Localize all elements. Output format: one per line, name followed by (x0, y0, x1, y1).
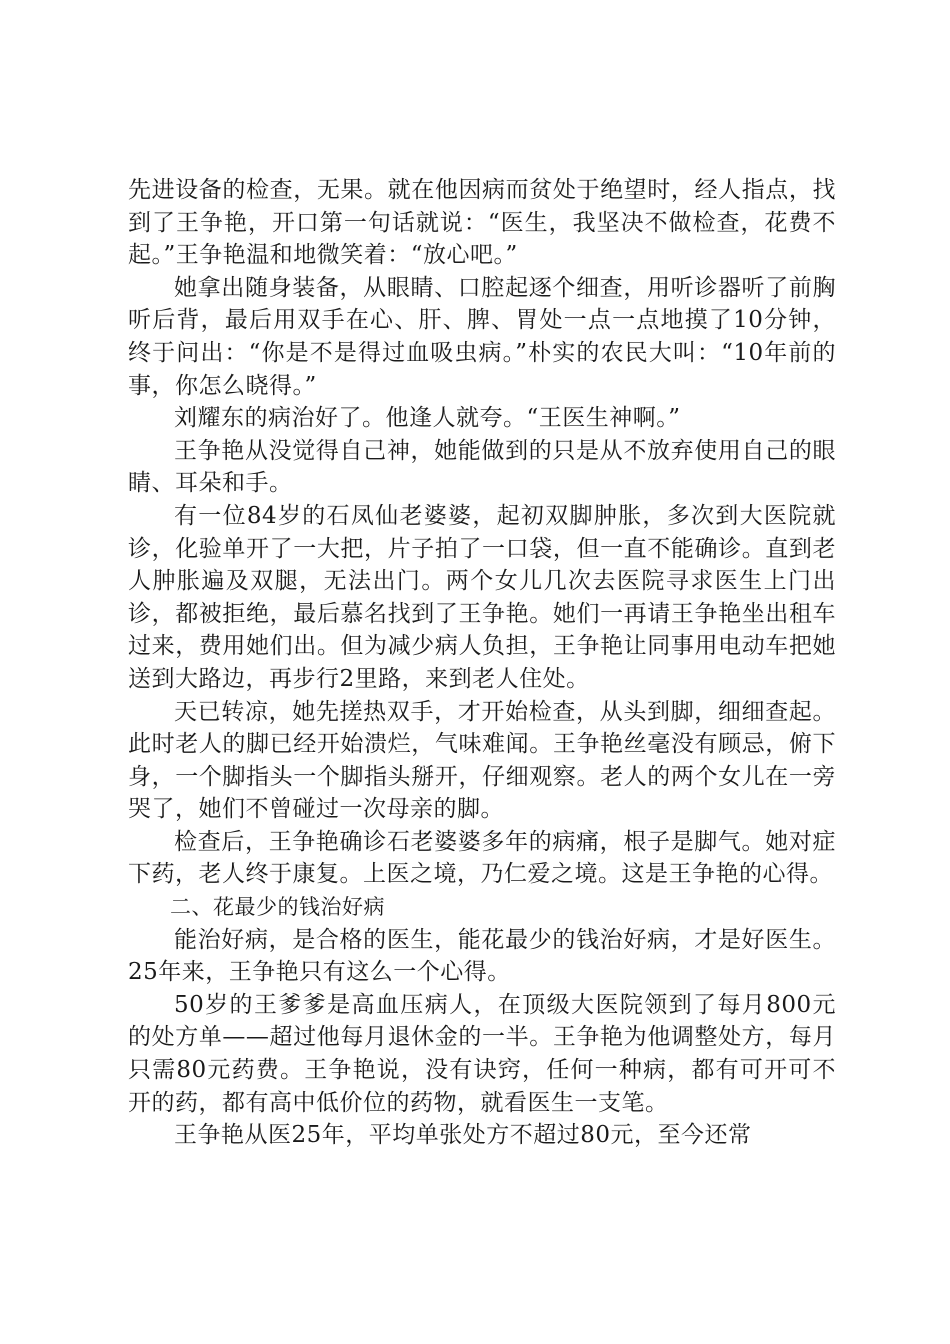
paragraph: 她拿出随身装备，从眼睛、口腔起逐个细查，用听诊器听了前胸听后背，最后用双手在心、肝、脾、胃处一点一点地摸了10分钟，终于问出：“你是不是得过血吸虫病。”朴实的农民大叫：“10年前的事，你怎么晓得。” (128, 274, 836, 399)
paragraph: 50岁的王爹爹是高血压病人，在顶级大医院领到了每月800元的处方单——超过他每月退休金的一半。王争艳为他调整处方，每月只需80元药费。王争艳说，没有诀窍，任何一种病，都有可开可不开的药，都有高中低价位的药物，就看医生一支笔。 (128, 991, 836, 1116)
paragraph: 王争艳从医25年，平均单张处方不超过80元，至今还常 (174, 1122, 752, 1149)
paragraph: 王争艳从没觉得自己神，她能做到的只是从不放弃使用自己的眼睛、耳朵和手。 (128, 437, 836, 497)
section-heading: 二、花最少的钱治好病 (170, 895, 385, 920)
paragraph: 先进设备的检查，无果。就在他因病而贫处于绝望时，经人指点，找到了王争艳，开口第一句话就说：“医生，我坚决不做检查，花费不起。”王争艳温和地微笑着：“放心吧。” (128, 177, 836, 269)
paragraph: 有一位84岁的石凤仙老婆婆，起初双脚肿胀，多次到大医院就诊，化验单开了一大把，片子拍了一口袋，但一直不能确诊。直到老人肿胀遍及双腿，无法出门。两个女儿几次去医院寻求医生上门出诊，都被拒绝，最后慕名找到了王争艳。她们一再请王争艳坐出租车过来，费用她们出。但为减少病人负担，王争艳让同事用电动车把她送到大路边，再步行2里路，来到老人住处。 (128, 502, 836, 692)
paragraph: 刘耀东的病治好了。他逢人就夸。“王医生神啊。” (174, 405, 681, 432)
paragraph: 天已转凉，她先搓热双手，才开始检查，从头到脚，细细查起。此时老人的脚已经开始溃烂，气味难闻。王争艳丝毫没有顾忌，俯下身，一个脚指头一个脚指头掰开，仔细观察。老人的两个女儿在一旁哭了，她们不曾碰过一次母亲的脚。 (128, 698, 836, 823)
document-page (128, 174, 836, 1152)
paragraph: 检查后，王争艳确诊石老婆婆多年的病痛，根子是脚气。她对症下药，老人终于康复。上医之境，乃仁爱之境。这是王争艳的心得。 (128, 828, 836, 888)
paragraph: 能治好病，是合格的医生，能花最少的钱治好病，才是好医生。25年来，王争艳只有这么一个心得。 (128, 926, 836, 986)
